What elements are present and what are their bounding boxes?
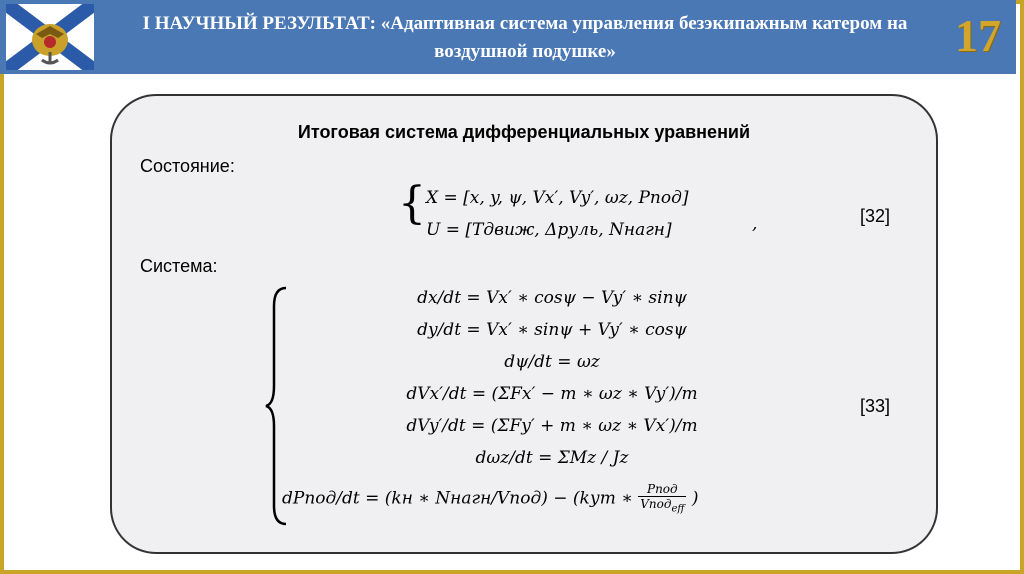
slide-number: 17 [955, 10, 1001, 61]
equation-dvx: dVx′/dt = (ΣFx′ − m ∗ ωz ∗ Vy′)/m [406, 384, 698, 404]
slide-title: I НАУЧНЫЙ РЕЗУЛЬТАТ: «Адаптивная система управления безэкипажным катером на воздушной подушке» [142, 13, 908, 62]
panel-heading: Итоговая система дифференциальных уравнений [297, 122, 751, 142]
state-label: Состояние: [140, 156, 235, 176]
reference-32: [32] [860, 206, 891, 226]
equation-dvy: dVy′/dt = (ΣFy′ + m ∗ ωz ∗ Vx′)/m [406, 416, 698, 436]
state-equation-u: U = [Tдвиж, Δруль, Nнагн] [426, 220, 672, 240]
equation-dpsi: dψ/dt = ωz [504, 352, 600, 372]
state-equation-x: X = [x, y, ψ, Vx′, Vy′, ωz, Pпод] [426, 188, 689, 208]
equation-dp [282, 482, 699, 516]
equation-dp-right: ) [691, 488, 699, 509]
state-equation-comma: , [752, 214, 758, 234]
equation-dy: dy/dt = Vx′ ∗ sinψ + Vy′ ∗ cosψ [417, 320, 687, 340]
fraction-denominator [638, 497, 686, 516]
fraction-numerator: Pпод [638, 482, 686, 497]
reference-33: [33] [860, 396, 891, 416]
navy-flag-emblem-icon [6, 4, 94, 70]
slide-header [0, 0, 1016, 74]
fraction-denominator-text: Vпод [640, 497, 672, 511]
pressure-fraction [638, 482, 686, 516]
equation-dx: dx/dt = Vx′ ∗ cosψ − Vy′ ∗ sinψ [417, 288, 687, 308]
state-brace-icon: { [398, 178, 426, 229]
system-label: Система: [140, 256, 218, 276]
equation-panel [110, 94, 938, 554]
equation-domega: dωz/dt = ΣMz / Jz [475, 448, 629, 468]
fraction-subscript: eff [671, 503, 685, 515]
equation-dp-left: dPпод/dt = (kн ∗ Nнагн/Vпод) − (kут ∗ [282, 488, 633, 509]
